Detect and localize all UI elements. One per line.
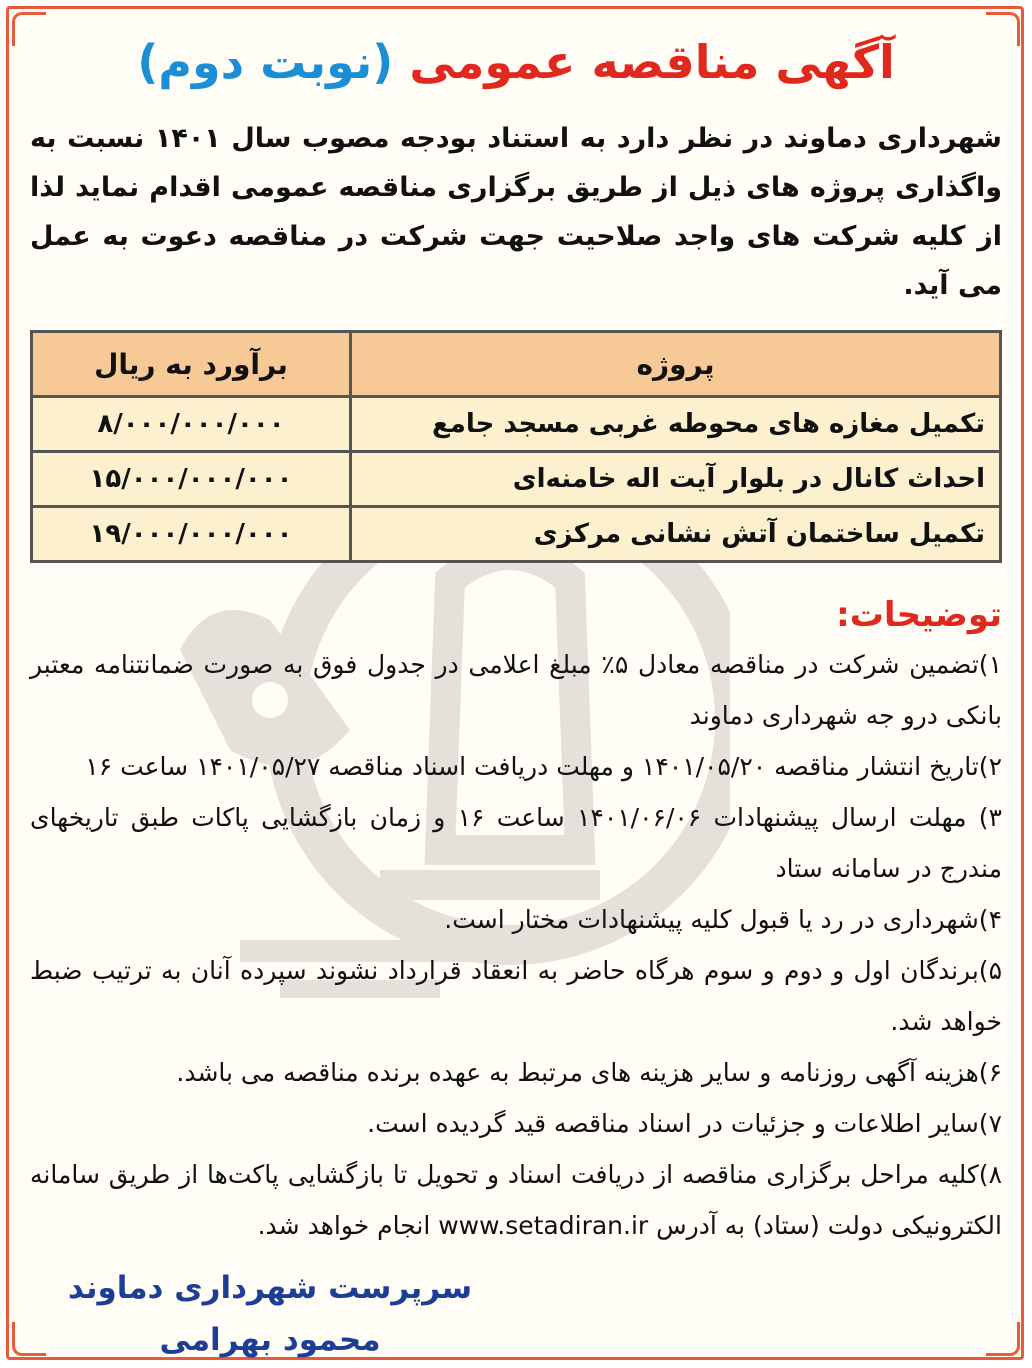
title-main: آگهی مناقصه عمومی <box>409 35 895 89</box>
note-item: ۷)سایر اطلاعات و جزئیات در اسناد مناقصه قید گردیده است. <box>367 1109 1002 1138</box>
note-item: ۶)هزینه آگهی روزنامه و سایر هزینه های مرتبط به عهده برنده مناقصه می باشد. <box>176 1058 1002 1087</box>
table-row <box>32 507 1001 562</box>
notice-content <box>30 20 1002 1251</box>
table-header-row <box>32 332 1001 397</box>
frame-corner-bottom-left <box>12 1322 46 1356</box>
signature-block <box>60 1262 480 1366</box>
note-item: ۱)تضمین شرکت در مناقصه معادل ۵٪ مبلغ اعلامی در جدول فوق به صورت ضمانتنامه معتبر بانکی درو جه شهرداری دماوند <box>30 650 1002 730</box>
project-estimate: ۱۵/۰۰۰/۰۰۰/۰۰۰ <box>32 452 351 507</box>
note-item: ۴)شهرداری در رد یا قبول کلیه پیشنهادات مختار است. <box>444 905 1002 934</box>
note-item: ۸)کلیه مراحل برگزاری مناقصه از دریافت اسناد و تحویل تا بازگشایی پاکت‌ها از طریق سامانه الکترونیکی دولت (ستاد) به آدرس www.setadiran.ir انجام خواهد شد. <box>30 1160 1002 1240</box>
signature-name: محمود بهرامی <box>159 1322 381 1358</box>
header-project: پروژه <box>351 332 1001 397</box>
table-row <box>32 397 1001 452</box>
project-estimate: ۱۹/۰۰۰/۰۰۰/۰۰۰ <box>32 507 351 562</box>
notes-list <box>30 639 1002 1251</box>
header-estimate: برآورد به ریال <box>32 332 351 397</box>
table-row <box>32 452 1001 507</box>
signature-title: سرپرست شهرداری دماوند <box>67 1270 473 1306</box>
project-name: تکمیل مغازه های محوطه غربی مسجد جامع <box>351 397 1001 452</box>
projects-table <box>30 330 1002 563</box>
project-name: احداث کانال در بلوار آیت اله خامنه‌ای <box>351 452 1001 507</box>
project-estimate: ۸/۰۰۰/۰۰۰/۰۰۰ <box>32 397 351 452</box>
note-item: ۳) مهلت ارسال پیشنهادات ۱۴۰۱/۰۶/۰۶ ساعت ۱۶ و زمان بازگشایی پاکات طبق تاریخهای مندرج در سامانه ستاد <box>30 803 1002 883</box>
notice-title <box>30 20 1002 104</box>
project-name: تکمیل ساختمان آتش نشانی مرکزی <box>351 507 1001 562</box>
note-item: ۵)برندگان اول و دوم و سوم هرگاه حاضر به انعقاد قرارداد نشوند سپرده آنان به ترتیب ضبط خواهد شد. <box>30 956 1002 1036</box>
title-sub: (نوبت دوم) <box>137 35 394 89</box>
frame-corner-bottom-right <box>986 1322 1020 1356</box>
intro-paragraph: شهرداری دماوند در نظر دارد به استناد بودجه مصوب سال ۱۴۰۱ نسبت به واگذاری پروژه های ذیل از طریق برگزاری مناقصه عمومی اقدام نماید لذا از کلیه شرکت های واجد صلاحیت جهت شرکت در مناقصه دعوت به عمل می آید. <box>30 123 1002 301</box>
note-item: ۲)تاریخ انتشار مناقصه ۱۴۰۱/۰۵/۲۰ و مهلت دریافت اسناد مناقصه ۱۴۰۱/۰۵/۲۷ ساعت ۱۶ <box>85 752 1002 781</box>
notes-heading: توضیحات: <box>836 595 1002 635</box>
